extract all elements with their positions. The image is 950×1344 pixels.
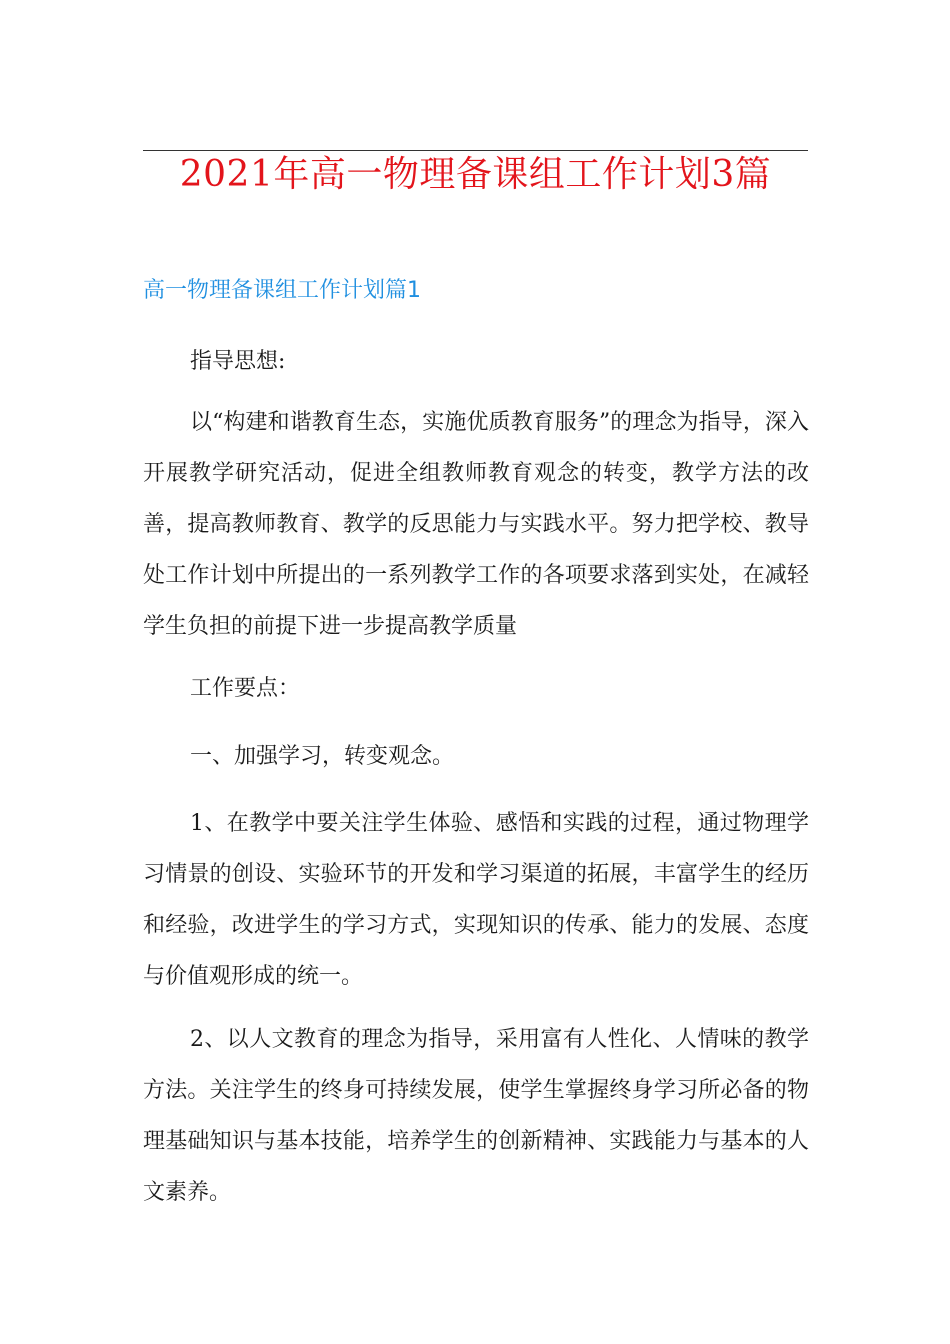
paragraph-guiding-thought: 指导思想: xyxy=(190,349,286,374)
paragraph-point-one: 一、加强学习，转变观念。 xyxy=(190,744,455,769)
document-title: 2021年高一物理备课组工作计划3篇 xyxy=(179,154,772,195)
paragraph-item-1: 1、在教学中要关注学生体验、感悟和实践的过程，通过物理学习情景的创设、实验环节的开发和学习渠道的拓展，丰富学生的经历和经验，改进学生的学习方式，实现知识的传承、能力的发展、态度与价值观形成的统一。 xyxy=(143,811,809,989)
paragraph-item-2: 2、以人文教育的理念为指导，采用富有人性化、人情味的教学方法。关注学生的终身可持续发展，使学生掌握终身学习所必备的物理基础知识与基本技能，培养学生的创新精神、实践能力与基本的人文素养。 xyxy=(143,1027,809,1205)
paragraph-work-points: 工作要点： xyxy=(190,676,301,701)
section-heading: 高一物理备课组工作计划篇1 xyxy=(143,278,421,303)
paragraph-guiding-content: 以“构建和谐教育生态，实施优质教育服务”的理念为指导，深入开展教学研究活动，促进全组教师教育观念的转变，教学方法的改善，提高教师教育、教学的反思能力与实践水平。努力把学校、教导处工作计划中所提出的一系列教学工作的各项要求落到实处，在减轻学生负担的前提下进一步提高教学质量 xyxy=(143,410,809,639)
